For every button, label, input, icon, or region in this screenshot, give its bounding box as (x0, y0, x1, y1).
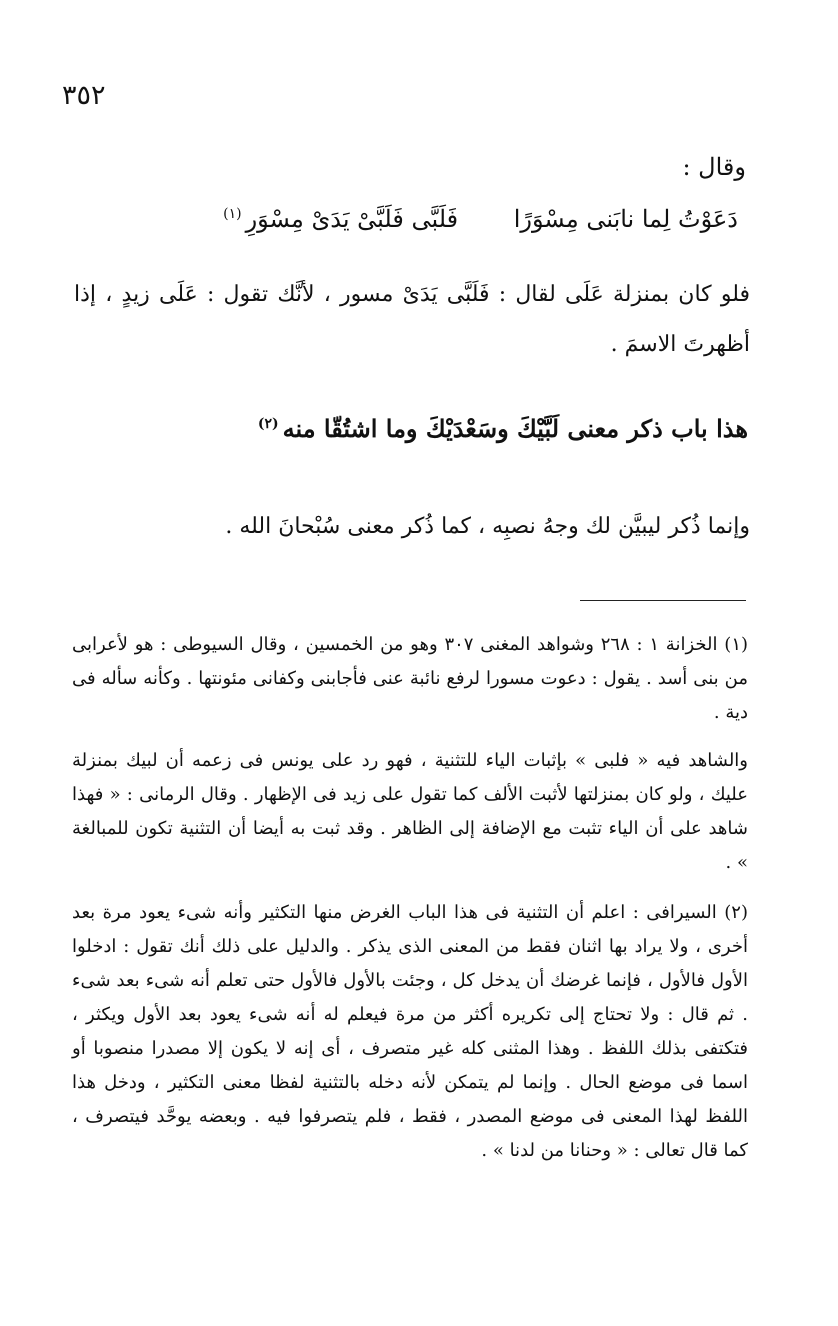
footnotes (72, 628, 748, 1182)
chapter-title (88, 414, 748, 443)
body-paragraph-1: فلو كان بمنزلة عَلَى لقال : فَلَبَّى يَدَىْ مسور ، لأنَّك تقول : عَلَى زيدٍ ، إذا أظهرتَ الاسمَ . (74, 282, 750, 357)
footnote-separator (580, 600, 746, 601)
poetry-verse (98, 205, 738, 233)
footnote-ref-2: (٢) (257, 416, 279, 432)
verse-first-hemistich: دَعَوْتُ لِما نابَنى مِسْوَرًا (513, 205, 738, 233)
footnote-ref-1: (١) (223, 206, 242, 222)
body-paragraph-2: وإنما ذُكر ليبيَّن لك وجهُ نصبِه ، كما ذُكر معنى سُبْحانَ الله . (225, 514, 750, 539)
page-number: ٣٥٢ (62, 80, 106, 111)
footnote-2 (72, 896, 748, 1168)
verse-second-hemistich (223, 205, 458, 233)
verse-intro: وقال : (682, 153, 746, 181)
verse-second-text: فَلَبَّى فَلَبَّىْ يَدَىْ مِسْوَرِ (245, 205, 459, 233)
footnote-text: السيرافى : اعلم أن التثنية فى هذا الباب الغرض منها التكثير وأنه شىء يعود مرة بعد أخرى ، ولا يراد بها اثنان فقط من المعنى الذى يذكر . والدليل على ذلك أنك تقول : ادخلوا الأول فالأول ، فإنما غرضك أن يدخل كل ، وجئت بالأول فالأول حتى تعلم أنه شىء بعد شىء . ثم قال : ولا تحتاج إلى تكريره أكثر من مرة فيعلم له أنه شىء يعود بعد الأول ويكثر ، فتكتفى بذلك اللفظ . وهذا المثنى كله غير متصرف ، أى إنه لا يكون إلا مصدرا منصوبا أو اسما فى موضع الحال . وإنما لم يتمكن لأنه دخله بالتثنية لفظا معنى التكثير ، ودخل هذا اللفظ لهذا المعنى فى موضع المصدر ، فقط ، فلم يتصرفوا فيه . وبعضه يوحَّد فيتصرف ، كما قال تعالى : « وحنانا من لدنا » . (72, 902, 748, 1161)
chapter-title-text: هذا باب ذكر معنى لَبَّيْكَ وسَعْدَيْكَ وما اشتُقّا منه (282, 414, 748, 443)
footnote-text: الخزانة ١ : ٢٦٨ وشواهد المغنى ٣٠٧ وهو من الخمسين ، وقال السيوطى : هو لأعرابى من بنى أسد . يقول : دعوت مسورا لرفع نائبة عنى فأجابنى وكفانى مئونتها . وكأنه سأله فى دية . (72, 634, 748, 723)
footnote-marker: (١) (724, 634, 749, 655)
footnote-1-continued (72, 744, 748, 880)
footnote-1 (72, 628, 748, 730)
footnote-text: والشاهد فيه « فلبى » بإثبات الياء للتثنية ، فهو رد على يونس فى زعمه أن لبيك بمنزلة عليك ، ولو كان بمنزلتها لأثبت الألف كما تقول على زيد فى الإظهار . وقال الرمانى : « فهذا شاهد على أن الياء تثبت مع الإضافة إلى الظاهر . وقد ثبت به أيضا أن التثنية تكون للمبالغة » . (72, 750, 748, 873)
footnote-marker: (٢) (724, 902, 748, 923)
